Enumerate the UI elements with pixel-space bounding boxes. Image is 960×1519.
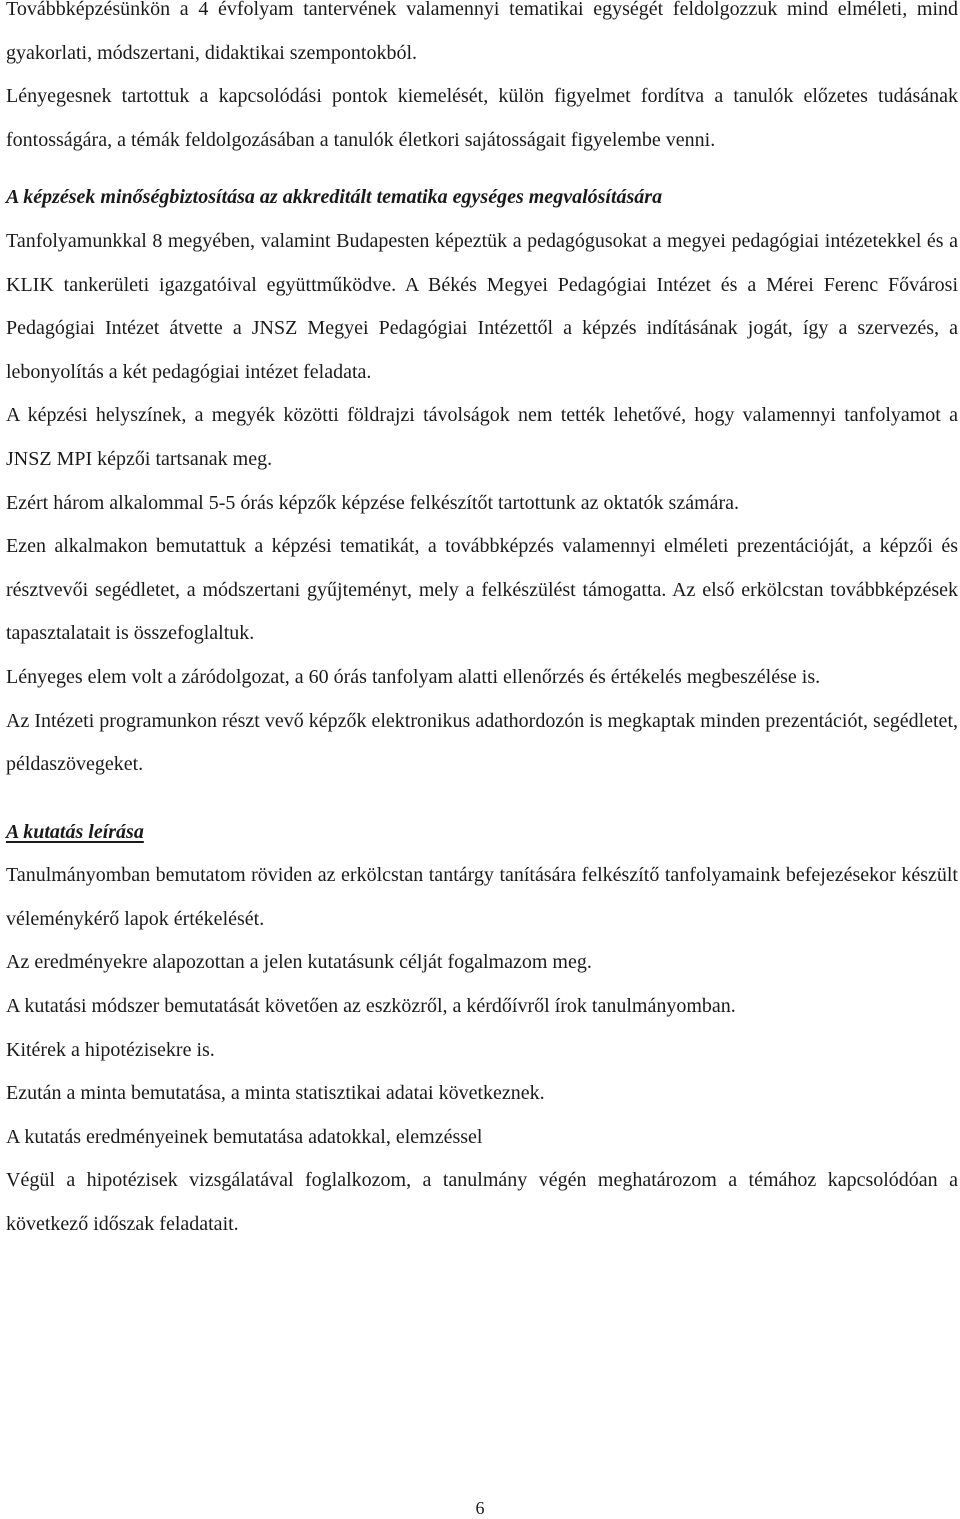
research-paragraph-4: Kitérek a hipotézisekre is. [6,1038,215,1061]
quality-paragraph-5: Lényeges elem volt a záródolgozat, a 60 órás tanfolyam alatti ellenőrzés és értékelés megbeszélése is. [6,665,821,688]
page-number: 6 [475,1498,485,1518]
research-paragraph-2: Az eredményekre alapozottan a jelen kutatásunk célját fogalmazom meg. [6,951,592,974]
research-paragraph-6: A kutatás eredményeinek bemutatása adatokkal, elemzéssel [6,1125,483,1148]
quality-paragraph-4: Ezen alkalmakon bemutattuk a képzési tematikát, a továbbképzés valamennyi elméleti prezentációját, a képzői és résztvevői segédletet, a módszertani gyűjteményt, mely a felkészülést támogatta. Az első erkölcstan továbbképzések tapasztalatait is összefoglaltuk. [6,535,958,645]
quality-paragraph-2: A képzési helyszínek, a megyék közötti földrajzi távolságok nem tették lehetővé, hogy valamennyi tanfolyamot a JNSZ MPI képzői tartsanak meg. [6,404,958,470]
research-paragraph-7: Végül a hipotézisek vizsgálatával foglalkozom, a tanulmány végén meghatározom a témához kapcsolódóan a következő időszak feladatait. [6,1169,958,1236]
research-paragraph-3: A kutatási módszer bemutatását követően az eszközről, a kérdőívről írok tanulmányomban. [6,995,736,1018]
quality-paragraph-6: Az Intézeti programunkon részt vevő képzők elektronikus adathordozón is megkaptak minden prezentációt, segédletet, példaszövegeket. [6,709,958,776]
section-heading-quality: A képzések minőségbiztosítása az akkreditált tematika egységes megvalósítására [6,186,663,209]
intro-paragraph-2: Lényegesnek tartottuk a kapcsolódási pontok kiemelését, külön figyelmet fordítva a tanulók előzetes tudásának fontosságára, a témák feldolgozásában a tanulók életkori sajátosságait figyelembe venni. [6,85,958,151]
quality-paragraph-1: Tanfolyamunkkal 8 megyében, valamint Budapesten képeztük a pedagógusokat a megyei pedagógiai intézetekkel és a KLIK tankerületi igazgatóival együttműködve. A Békés Megyei Pedagógiai Intézet és a Mérei Ferenc Fővárosi Pedagógiai Intézet átvette a JNSZ Megyei Pedagógiai Intézettől a képzés indításának jogát, így a szervezés, a lebonyolítás a két pedagógiai intézet feladata. [6,229,958,383]
section-heading-research: A kutatás leírása [6,820,144,843]
quality-paragraph-3: Ezért három alkalommal 5-5 órás képzők képzése felkészítőt tartottunk az oktatók számára. [6,491,740,514]
document-page [6,0,958,1247]
research-paragraph-5: Ezután a minta bemutatása, a minta statisztikai adatai következnek. [6,1082,545,1105]
intro-paragraph-1: Továbbképzésünkön a 4 évfolyam tantervének valamennyi tematikai egységét feldolgozzuk mind elméleti, mind gyakorlati, módszertani, didaktikai szempontokból. [6,0,958,64]
research-paragraph-1: Tanulmányomban bemutatom röviden az erkölcstan tantárgy tanítására felkészítő tanfolyamaink befejezésekor készült véleménykérő lapok értékelését. [6,864,958,930]
